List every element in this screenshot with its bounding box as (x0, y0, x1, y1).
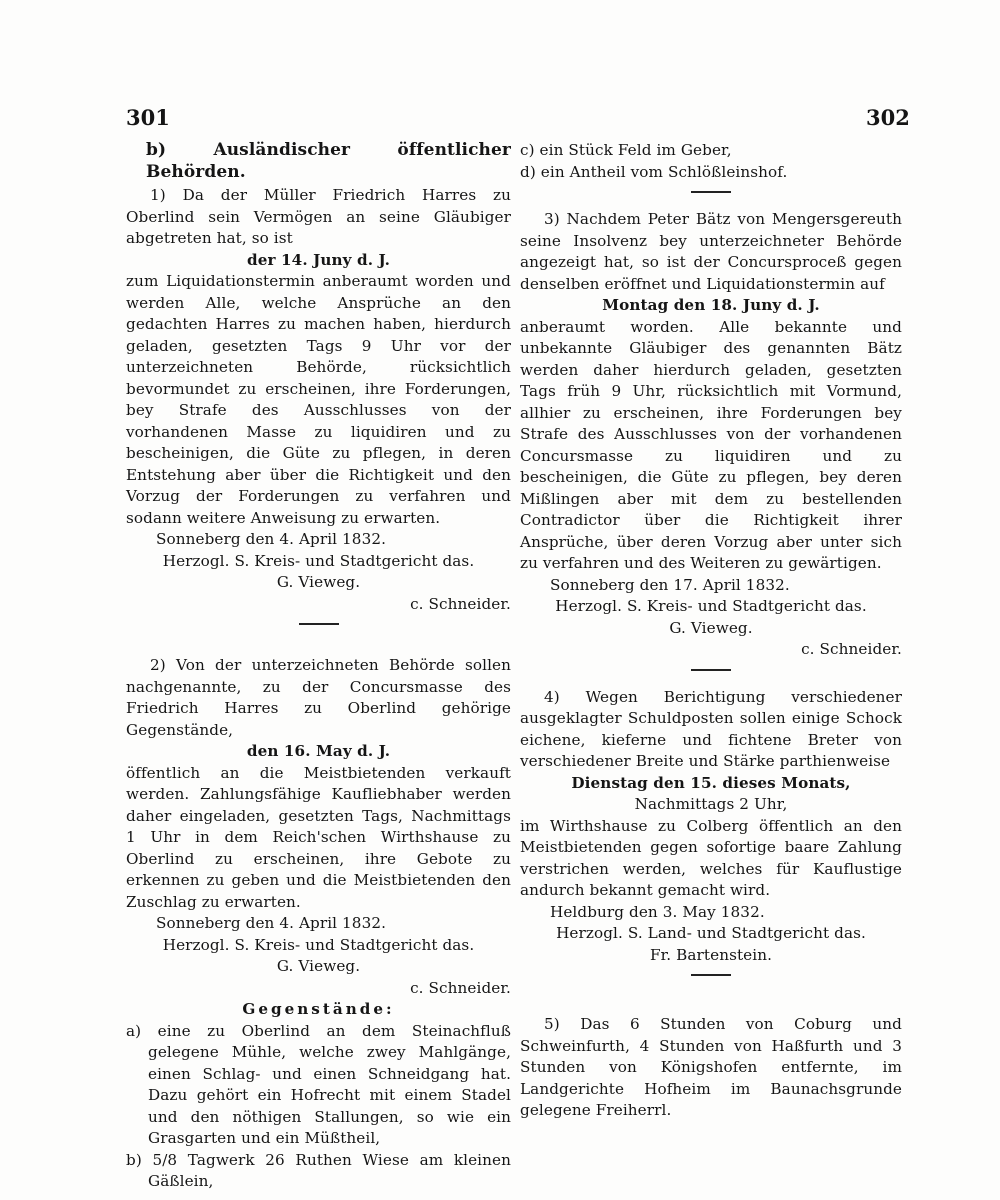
divider-rule (691, 191, 731, 193)
notice-1-text: 1) Da der Müller Friedrich Harres zu Oberlind sein Vermögen an seine Gläubiger abgetreten hat, so ist (126, 186, 511, 247)
page-number-left: 301 (126, 105, 170, 130)
notice-4-place: Heldburg den 3. May 1832. (550, 902, 765, 921)
left-column (126, 140, 511, 1193)
notice-1-signature-1: G. Vieweg. (276, 573, 361, 591)
notice-2-signature-2: c. Schneider. (410, 978, 511, 997)
item-b: b) 5/8 Tagwerk 26 Ruthen Wiese am kleinen Gäßlein, (126, 1150, 511, 1190)
item-d: d) ein Antheil vom Schlößleinshof. (520, 162, 788, 181)
notice-4-text: 4) Wegen Berichtigung verschiedener ausgeklagter Schuldposten sollen einige Schock eichene, kieferne und fichtene Breter von verschiedener Breite und Stärke parthienweise (520, 687, 902, 770)
notice-5-text: 5) Das 6 Stunden von Coburg und Schweinfurth, 4 Stunden von Haßfurth und 3 Stunden von Königshofen entfernte, im Landgerichte Hofheim im Baunachsgrunde gelegene Freiherrl. (520, 1015, 902, 1119)
divider-rule (691, 974, 731, 976)
item-a: a) eine zu Oberlind an dem Steinachfluß gelegene Mühle, welche zwey Mahlgänge, einen Schlag- und einen Schneidgang hat. Dazu gehört ein Hofrecht mit einem Stadel und den nöthigen Stallungen, so wie ein Grasgarten und ein Müßtheil, (126, 1021, 511, 1147)
notice-1-body: zum Liquidationstermin anberaumt worden und werden Alle, welche Ansprüche an den gedachten Harres zu machen haben, hierdurch geladen, gesetzten Tags 9 Uhr vor der unterzeichneten Behörde, rücksichtlich bevormundet zu erscheinen, ihre Forderungen, bey Strafe des Ausschlusses von der vorhandenen Masse zu liquidiren und zu bescheinigen, die Güte zu pflegen, in deren Entstehung aber über die Richtigkeit und den Vorzug der Forderungen zu verfahren und sodann weitere Anweisung zu erwarten. (126, 272, 511, 527)
notice-1-place: Sonneberg den 4. April 1832. (156, 530, 387, 548)
spacer (126, 641, 511, 655)
notice-3-text: 3) Nachdem Peter Bätz von Mengersgereuth seine Insolvenz bey unterzeichneter Behörde angezeigt hat, so ist der Concursproceß gegen denselben eröffnet und Liquidationstermin auf (520, 210, 902, 293)
notice-2-date: den 16. May d. J. (246, 742, 391, 760)
right-column (520, 140, 902, 1122)
notice-3-signature-1: G. Vieweg. (669, 618, 753, 637)
notice-3-body: anberaumt worden. Alle bekannte und unbekannte Gläubiger des genannten Bätz werden daher hierdurch geladen, gesetzten Tags früh 9 Uhr, rücksichtlich mit Vormund, allhier zu erscheinen, ihre Forderungen bey Strafe des Ausschlusses von der vorhandenen Concursmasse zu liquidiren und zu bescheinigen, die Güte zu pflegen, bey deren Mißlingen aber mit dem zu bestellenden Contradictor über die Richtigkeit ihrer Ansprüche, über deren Vorzug aber unter sich zu verfahren und des Weiteren zu gewärtigen. (520, 317, 902, 572)
page-number-right: 302 (866, 105, 910, 130)
notice-3-date: Montag den 18. Juny d. J. (602, 296, 820, 314)
divider-rule (299, 623, 339, 625)
notice-1-date: der 14. Juny d. J. (247, 250, 390, 269)
notice-3-place: Sonneberg den 17. April 1832. (550, 575, 790, 594)
notice-1-court: Herzogl. S. Kreis- und Stadtgericht das. (162, 551, 475, 570)
notice-2-text: 2) Von der unterzeichneten Behörde sollen nachgenannte, zu der Concursmasse des Friedrich Harres zu Oberlind gehörige Gegenstände, (126, 656, 511, 739)
section-heading: b) Ausländischer öffentlicher Behörden. (146, 140, 511, 182)
notice-2-body: öffentlich an die Meistbietenden verkauft werden. Zahlungsfähige Kaufliebhaber werden daher eingeladen, gesetzten Tags, Nachmittags 1 Uhr in dem Reich'schen Wirthshause zu Oberlind zu erscheinen, ihre Gebote zu erkennen zu geben und die Meistbietenden den Zuschlag zu erwarten. (126, 763, 511, 911)
notice-2-signature-1: G. Vieweg. (276, 957, 361, 975)
spacer (520, 992, 902, 1014)
notice-2-place: Sonneberg den 4. April 1832. (156, 914, 387, 932)
notice-2-court: Herzogl. S. Kreis- und Stadtgericht das. (162, 935, 475, 954)
notice-3-court: Herzogl. S. Kreis- und Stadtgericht das. (555, 597, 867, 615)
notice-4-court: Herzogl. S. Land- und Stadtgericht das. (556, 924, 866, 942)
notice-4-time: Nachmittags 2 Uhr, (634, 795, 788, 813)
notice-4-date: Dienstag den 15. dieses Monats, (571, 773, 851, 792)
notice-4-signature: Fr. Bartenstein. (649, 945, 773, 964)
item-c: c) ein Stück Feld im Geber, (520, 141, 732, 159)
items-heading: Gegenstände: (242, 1000, 395, 1018)
notice-4-body: im Wirthshause zu Colberg öffentlich an den Meistbietenden gegen sofortige baare Zahlung verstrichen werden, welches für Kauflustige andurch bekannt gemacht wird. (520, 816, 902, 899)
divider-rule (691, 669, 731, 671)
notice-3-signature-2: c. Schneider. (801, 640, 902, 658)
notice-1-signature-2: c. Schneider. (410, 594, 511, 613)
